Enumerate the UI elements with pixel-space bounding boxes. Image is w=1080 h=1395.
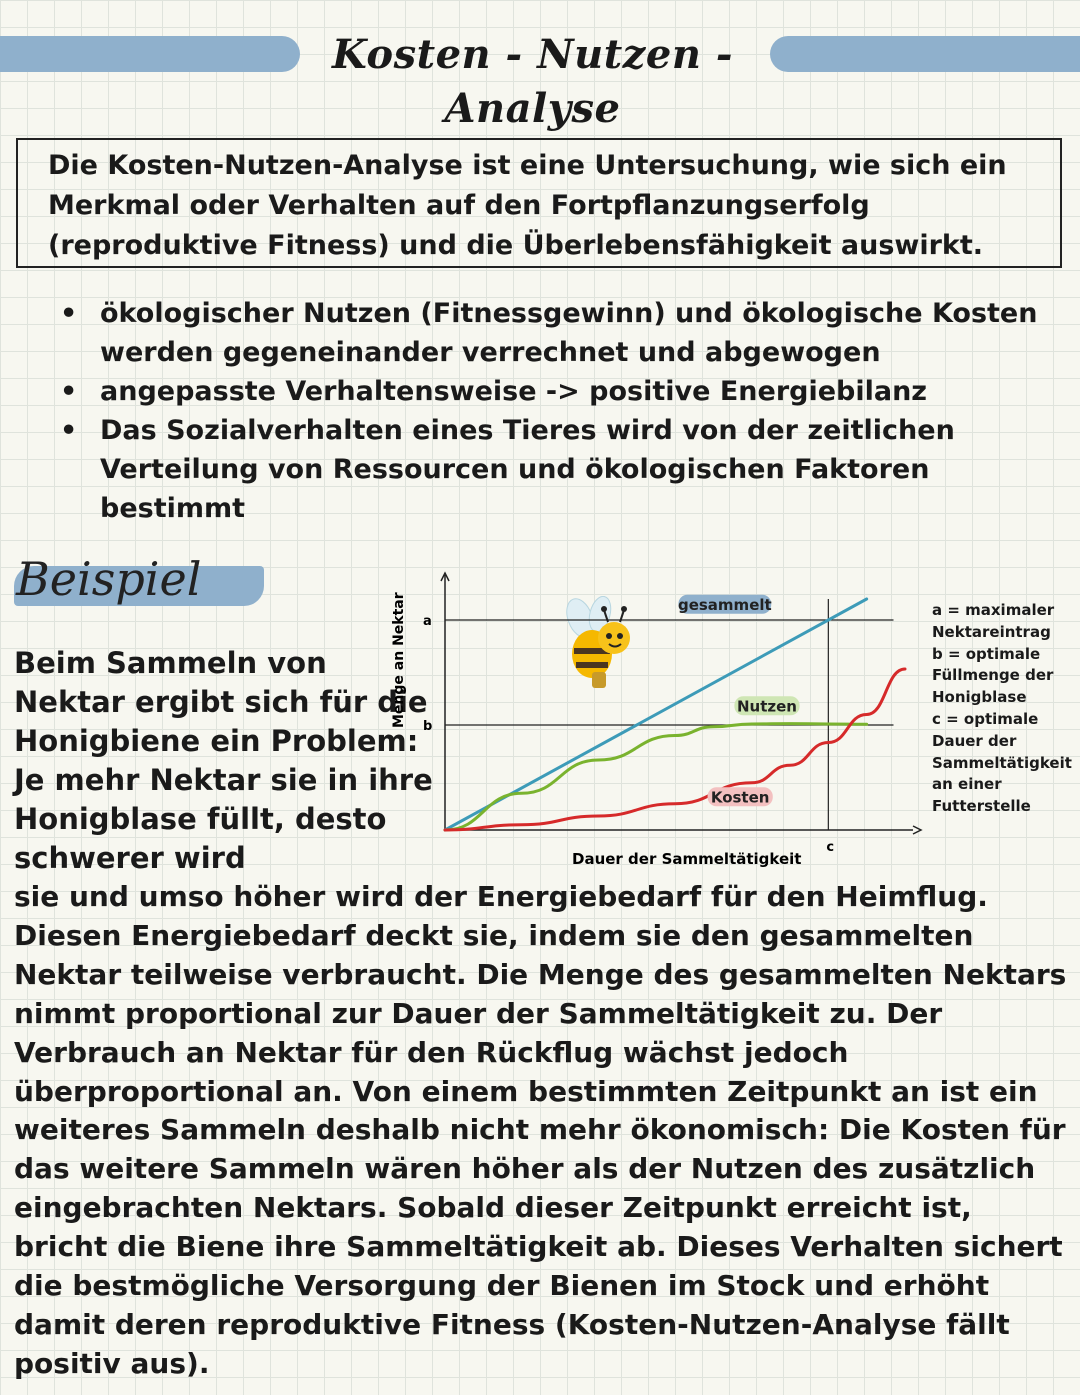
series-line-kosten bbox=[445, 669, 905, 830]
series-label-gesammelt: gesammelt bbox=[677, 595, 772, 614]
bullet-text: ökologischer Nutzen (Fitnessgewinn) und ökologische Kosten werden gegeneinander verrechnet und abgewogen bbox=[100, 298, 1038, 368]
legend-item-a: a = maximaler Nektareintrag bbox=[932, 601, 1055, 641]
example-intro-text: Beim Sammeln von Nektar ergibt sich für die Honigbiene ein Problem: Je mehr Nektar sie in ihre Honigblase füllt, desto schwerer wird bbox=[14, 646, 433, 875]
legend-item-b: b = optimale Füllmenge der Honigblase bbox=[932, 644, 1054, 707]
series-line-nutzen bbox=[445, 724, 867, 830]
bullet-text: angepasste Verhaltensweise -> positive Energiebilanz bbox=[100, 376, 928, 407]
page-title: Kosten - Nutzen - Analyse bbox=[332, 31, 733, 132]
x-axis-label: Dauer der Sammeltätigkeit bbox=[572, 850, 802, 868]
series-label-kosten: Kosten bbox=[710, 788, 770, 807]
chart-legend bbox=[932, 600, 1072, 818]
bullet-dot-icon: • bbox=[60, 415, 78, 446]
bullet-text: Das Sozialverhalten eines Tieres wird von der zeitlichen Verteilung von Ressourcen und ökologischen Faktoren bestimmt bbox=[100, 415, 955, 524]
reference-label-b: b bbox=[423, 719, 433, 734]
bullet-dot-icon: • bbox=[60, 298, 78, 329]
y-axis-label: Menge an Nektar bbox=[391, 592, 407, 728]
example-body-text: sie und umso höher wird der Energiebedarf für den Heimflug. Diesen Energiebedarf deckt sie, indem sie den gesammelten Nektar teilweise verbraucht. Die Menge des gesammelten Nektars nimmt proportional zur Dauer der Sammeltätigkeit zu. Der Verbrauch an Nektar für den Rückflug wächst jedoch überproportional an. Von einem bestimmten Zeitpunkt an ist ein weiteres Sammeln deshalb nicht mehr ökonomisch: Die Kosten für das weitere Sammeln wären höher als der Nutzen des zusätzlich eingebrachten Nektars. Sobald dieser Zeitpunkt erreicht ist, bricht die Biene ihre Sammeltätigkeit ab. Dieses Verhalten sichert die bestmögliche Versorgung der Bienen im Stock und erhöht damit deren reproduktive Fitness (Kosten-Nutzen-Analyse fällt positiv aus). bbox=[14, 880, 1067, 1380]
title-bar-right bbox=[770, 36, 1080, 72]
nectar-chart bbox=[380, 560, 925, 870]
series-label-nutzen: Nutzen bbox=[737, 697, 797, 716]
definition-box bbox=[16, 138, 1062, 268]
list-item bbox=[60, 411, 1070, 528]
example-heading: Beispiel bbox=[16, 552, 202, 606]
list-item bbox=[60, 294, 1070, 372]
bullet-list bbox=[60, 294, 1070, 528]
definition-text: Die Kosten-Nutzen-Analyse ist eine Untersuchung, wie sich ein Merkmal oder Verhalten auf den Fortpflanzungserfolg (reproduktive Fitness) und die Überlebensfähigkeit auswirkt. bbox=[48, 150, 1007, 261]
reference-label-c: c bbox=[826, 840, 835, 855]
x-axis-arrow-icon bbox=[913, 826, 921, 834]
reference-label-a: a bbox=[423, 614, 432, 629]
legend-item-c: c = optimale Dauer der Sammeltätigkeit an einer Futterstelle bbox=[932, 709, 1072, 816]
bullet-dot-icon: • bbox=[60, 376, 78, 407]
list-item bbox=[60, 372, 1070, 411]
title-bar-left bbox=[0, 36, 300, 72]
